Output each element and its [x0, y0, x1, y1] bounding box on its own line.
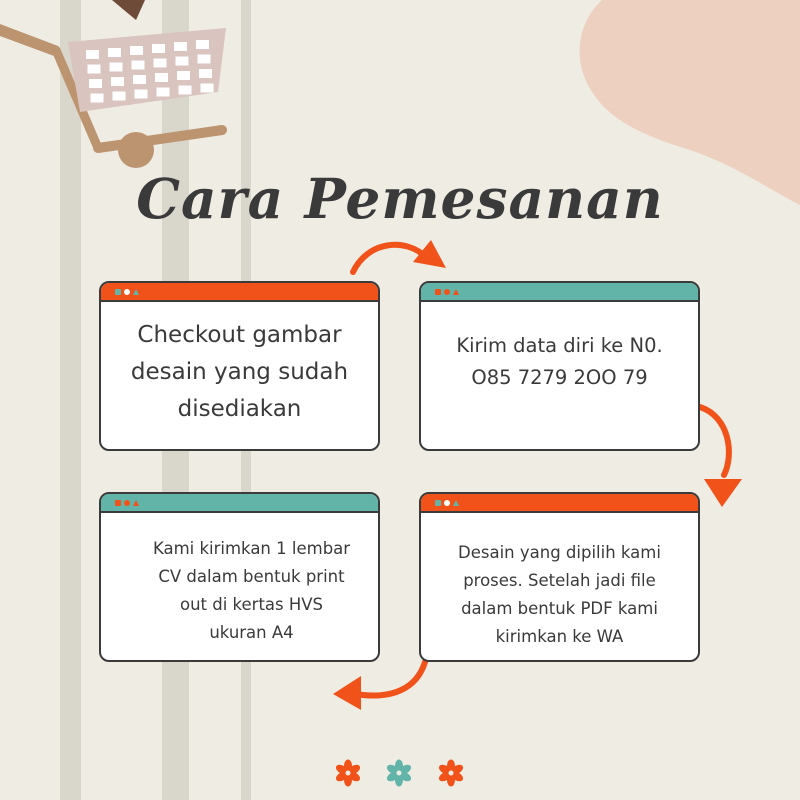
window-title-bar — [101, 283, 378, 302]
asterisk-flower-icon — [333, 758, 363, 788]
step-card-4 — [99, 492, 380, 662]
step-text — [101, 513, 378, 660]
window-title-bar — [421, 283, 698, 302]
step-card-3 — [419, 492, 700, 662]
window-title-bar — [101, 494, 378, 513]
page-title: Cara Pemesanan — [136, 166, 664, 231]
step-line: Kami kirimkan 1 lembar — [152, 539, 351, 558]
step-line: out di kertas HVS — [179, 595, 324, 614]
step-card-2 — [419, 281, 700, 451]
step-line: Checkout gambar — [137, 322, 342, 348]
square-icon — [115, 500, 121, 506]
window-title-bar — [421, 494, 698, 513]
step-line: Desain yang dipilih kami — [458, 543, 661, 562]
step-line: CV dalam bentuk print — [158, 567, 345, 586]
circle-icon — [124, 289, 130, 295]
square-icon — [115, 289, 121, 295]
circle-icon — [444, 500, 450, 506]
square-icon — [435, 500, 441, 506]
step-text — [421, 302, 698, 449]
step-line: dalam bentuk PDF kami — [461, 599, 658, 618]
step-line: kirimkan ke WA — [495, 627, 624, 646]
step-line: disediakan — [177, 396, 302, 422]
triangle-icon — [453, 289, 459, 295]
step-text — [101, 302, 378, 449]
triangle-icon — [453, 500, 459, 506]
square-icon — [435, 289, 441, 295]
curved-arrow-icon — [690, 395, 760, 515]
asterisk-flower-icon — [436, 758, 466, 788]
triangle-icon — [133, 500, 139, 506]
step-line: desain yang sudah — [130, 359, 349, 385]
circle-icon — [444, 289, 450, 295]
step-text — [421, 513, 698, 660]
triangle-icon — [133, 289, 139, 295]
step-line: ukuran A4 — [209, 623, 294, 642]
circle-icon — [124, 500, 130, 506]
step-line: O85 7279 2OO 79 — [471, 366, 648, 389]
step-line: Kirim data diri ke N0. — [456, 334, 663, 357]
step-card-1 — [99, 281, 380, 451]
curved-arrow-icon — [345, 228, 455, 288]
step-line: proses. Setelah jadi file — [463, 571, 656, 590]
shopping-cart-icon — [0, 0, 260, 175]
asterisk-flower-icon — [384, 758, 414, 788]
